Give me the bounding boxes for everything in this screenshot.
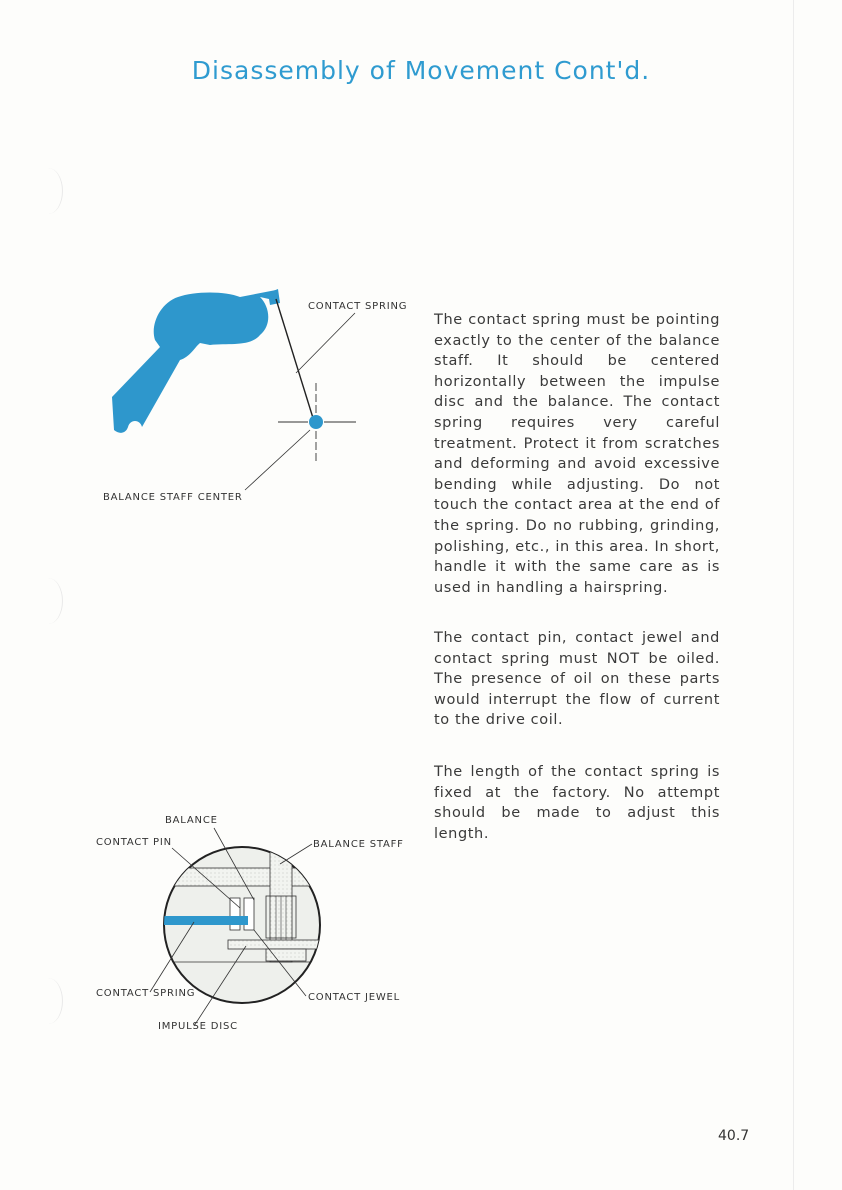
- label-impulse-disc: IMPULSE DISC: [158, 1021, 238, 1032]
- label-balance: BALANCE: [165, 815, 218, 826]
- paragraph-no-oil: The contact pin, contact jewel and contact spring must NOT be oiled. The presence of oil on these parts would interrupt the flow of current to the drive coil.: [434, 630, 720, 729]
- page-title: Disassembly of Movement Cont'd.: [191, 56, 651, 85]
- paragraph-contact-spring-care: The contact spring must be pointing exactly to the center of the balance staff. It should be centered horizontally between the impulse disc and the balance. The contact spring requires very careful treatment. Protect it from scratches and deforming and avoid excessive bending while adjusting. Do not touch the contact area at the end of the spring. Do no rubbing, grinding, polishing, etc., in this area. In short, handle it with the same care as is used in handling a hairspring.: [434, 312, 720, 596]
- contact-spring-part: [160, 916, 248, 925]
- leader-balance-staff-center: [245, 430, 310, 490]
- binder-hole-mark: [34, 168, 63, 214]
- leader-contact-spring: [296, 313, 355, 373]
- label-contact-jewel: CONTACT JEWEL: [308, 992, 401, 1003]
- balance-staff-center-marker: [309, 415, 323, 429]
- label-contact-spring: CONTACT SPRING: [96, 988, 196, 999]
- label-balance-staff-center: BALANCE STAFF CENTER: [103, 492, 243, 503]
- label-balance-staff: BALANCE STAFF: [313, 839, 404, 850]
- contact-spring-diagram: [100, 285, 430, 515]
- page-number: 40.7: [718, 1128, 750, 1144]
- binder-hole-mark: [34, 978, 63, 1024]
- label-contact-spring: CONTACT SPRING: [308, 301, 408, 312]
- label-contact-pin: CONTACT PIN: [96, 837, 172, 848]
- paragraph-length-fixed: The length of the contact spring is fixed at the factory. No attempt should be made to adjust this length.: [434, 764, 720, 842]
- page-edge-rule: [793, 0, 794, 1190]
- contact-spring-line: [276, 299, 313, 418]
- spring-holder-shape: [112, 290, 278, 433]
- binder-hole-mark: [34, 578, 63, 624]
- contact-pin-part: [230, 898, 240, 930]
- leader-balance-staff: [280, 844, 312, 864]
